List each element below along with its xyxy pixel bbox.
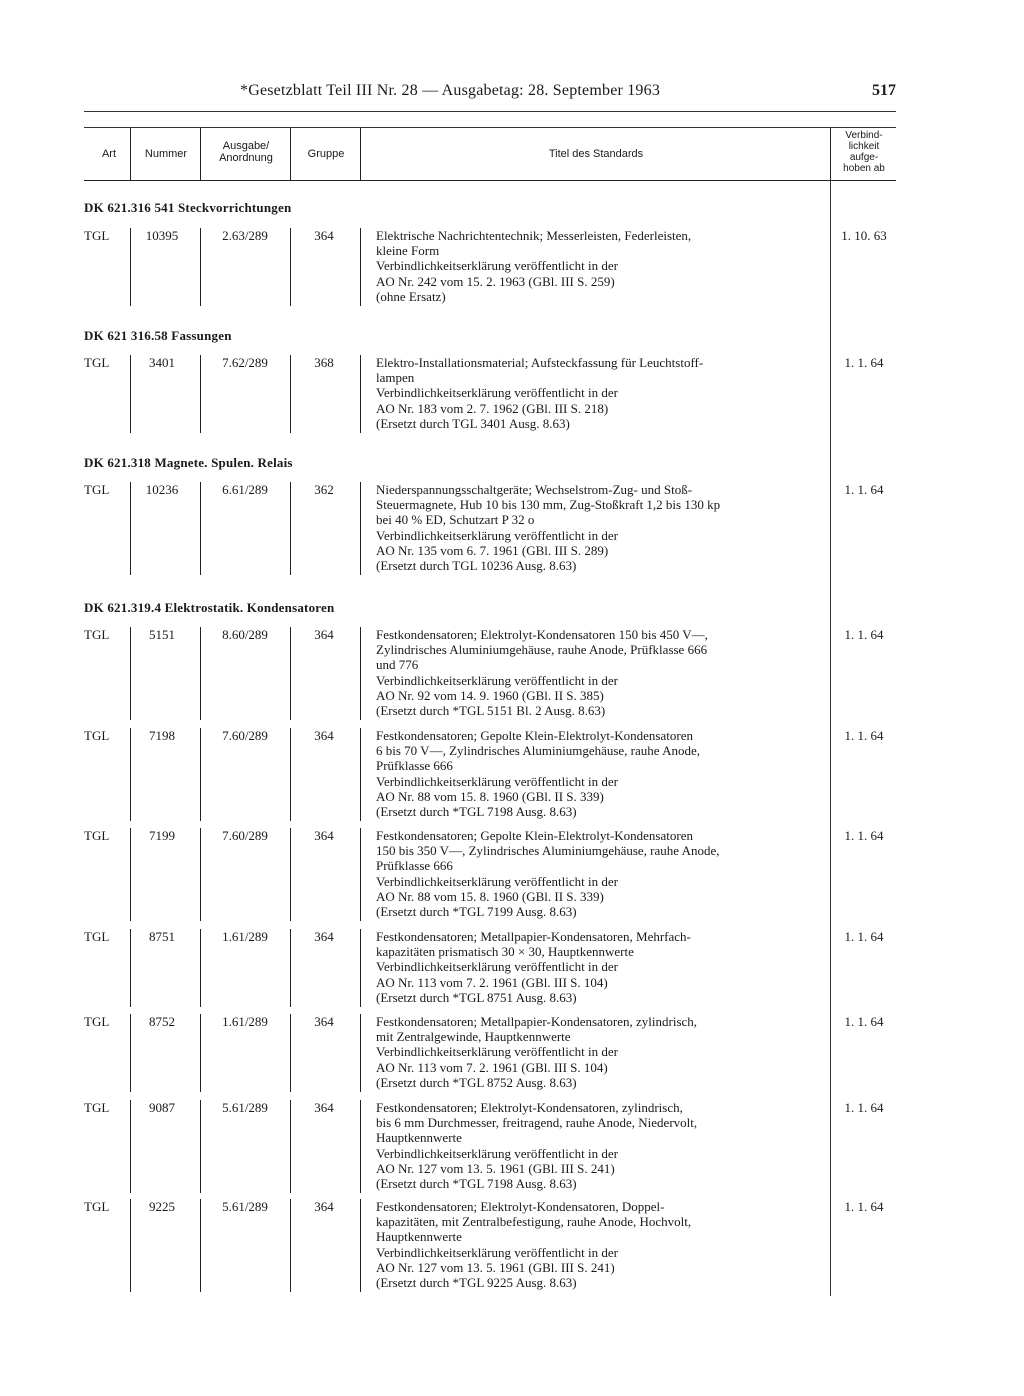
col-divider (130, 128, 131, 180)
header-rule (84, 111, 896, 112)
section-heading: DK 621.316 541 Steckvorrichtungen (84, 200, 292, 215)
row-art: TGL (84, 1014, 110, 1029)
row-date: 1. 1. 64 (844, 1100, 884, 1115)
col-divider (360, 482, 361, 575)
col-divider (200, 228, 201, 306)
row-date: 1. 1. 64 (844, 482, 884, 497)
row-art: TGL (84, 355, 110, 370)
title-line: Festkondensatoren; Elektrolyt-Kondensatoren, zylindrisch, (376, 1100, 683, 1115)
title-line: Verbindlichkeitserklärung veröffentlicht in der (376, 1145, 618, 1161)
col-divider (130, 1100, 131, 1193)
date-column-divider (830, 179, 831, 1296)
title-line: bei 40 % ED, Schutzart P 32 o (376, 512, 535, 528)
col-verbind: Verbind- lichkeit aufge- hoben ab (843, 130, 885, 174)
title-line: Hauptkennwerte (376, 1130, 462, 1146)
row-title (376, 1199, 824, 1290)
title-line: Verbindlichkeitserklärung veröffentlicht in der (376, 1044, 618, 1060)
row-art: TGL (84, 929, 110, 944)
title-line: 6 bis 70 V—, Zylindrisches Aluminiumgehäuse, rauhe Anode, (376, 743, 700, 759)
col-ausgabe: Ausgabe/ Anordnung (219, 140, 273, 164)
row-art: TGL (84, 228, 110, 243)
title-line: lampen (376, 370, 415, 386)
row-date: 1. 1. 64 (844, 828, 884, 843)
col-divider (200, 1199, 201, 1292)
title-line: Steuermagnete, Hub 10 bis 130 mm, Zug-Stoßkraft 1,2 bis 130 kp (376, 497, 721, 513)
col-divider (290, 1100, 291, 1193)
col-divider (360, 728, 361, 821)
title-line: (Ersetzt durch *TGL 9225 Ausg. 8.63) (376, 1275, 577, 1291)
title-line: und 776 (376, 657, 419, 673)
row-art: TGL (84, 828, 110, 843)
col-nummer: Nummer (144, 148, 188, 160)
row-gruppe: 362 (314, 482, 334, 497)
col-art: Art (101, 148, 117, 160)
page-number: 517 (872, 82, 896, 99)
col-divider (200, 728, 201, 821)
title-line: (Ersetzt durch TGL 3401 Ausg. 8.63) (376, 415, 570, 431)
col-divider (290, 228, 291, 306)
title-line: bis 6 mm Durchmesser, freitragend, rauhe Anode, Niedervolt, (376, 1115, 698, 1131)
col-divider (290, 828, 291, 921)
row-title (376, 929, 824, 1005)
gazette-title: *Gesetzblatt Teil III Nr. 28 — Ausgabetag: 28. September 1963 (240, 82, 661, 99)
col-divider (130, 1014, 131, 1092)
row-ausgabe: 7.60/289 (222, 828, 268, 843)
col-divider (130, 1199, 131, 1292)
row-gruppe: 364 (314, 828, 334, 843)
col-divider (360, 1014, 361, 1092)
title-line: (Ersetzt durch *TGL 7199 Ausg. 8.63) (376, 904, 577, 920)
title-line: Elektrische Nachrichtentechnik; Messerleisten, Federleisten, (376, 228, 692, 243)
row-nummer: 7198 (149, 728, 175, 743)
row-title (376, 355, 824, 431)
col-divider (130, 355, 131, 433)
title-line: Verbindlichkeitserklärung veröffentlicht in der (376, 527, 618, 543)
row-date: 1. 1. 64 (844, 929, 884, 944)
col-divider (130, 929, 131, 1007)
row-art: TGL (84, 482, 110, 497)
title-line: kapazitäten, mit Zentralbefestigung, rauhe Anode, Hochvolt, (376, 1214, 692, 1230)
row-ausgabe: 7.60/289 (222, 728, 268, 743)
row-gruppe: 368 (314, 355, 334, 370)
col-divider (830, 128, 831, 180)
col-divider (290, 1014, 291, 1092)
title-line: 150 bis 350 V—, Zylindrisches Aluminiumgehäuse, rauhe Anode, (376, 843, 720, 859)
row-gruppe: 364 (314, 1014, 334, 1029)
col-divider (290, 728, 291, 821)
title-line: AO Nr. 113 vom 7. 2. 1961 (GBl. III S. 104) (376, 1059, 608, 1075)
row-gruppe: 364 (314, 228, 334, 243)
title-line: Festkondensatoren; Gepolte Klein-Elektrolyt-Kondensatoren (376, 728, 693, 743)
title-line: (Ersetzt durch *TGL 5151 Bl. 2 Ausg. 8.63) (376, 703, 606, 719)
row-ausgabe: 2.63/289 (222, 228, 268, 243)
col-divider (200, 627, 201, 720)
title-line: Niederspannungsschaltgeräte; Wechselstrom-Zug- und Stoß- (376, 482, 693, 497)
col-divider (130, 728, 131, 821)
title-line: kleine Form (376, 243, 440, 259)
col-divider (130, 482, 131, 575)
col-divider (290, 1199, 291, 1292)
col-divider (200, 828, 201, 921)
row-art: TGL (84, 728, 110, 743)
row-art: TGL (84, 1100, 110, 1115)
title-line: Verbindlichkeitserklärung veröffentlicht in der (376, 672, 618, 688)
title-line: (Ersetzt durch *TGL 8751 Ausg. 8.63) (376, 989, 577, 1005)
title-line: AO Nr. 242 vom 15. 2. 1963 (GBl. III S. 259) (376, 273, 615, 289)
col-divider (360, 828, 361, 921)
title-line: AO Nr. 135 vom 6. 7. 1961 (GBl. III S. 289) (376, 542, 609, 558)
title-line: kapazitäten prismatisch 30 × 30, Hauptkennwerte (376, 944, 634, 960)
row-gruppe: 364 (314, 627, 334, 642)
col-divider (200, 355, 201, 433)
row-ausgabe: 1.61/289 (222, 1014, 268, 1029)
row-title (376, 828, 824, 919)
title-line: AO Nr. 88 vom 15. 8. 1960 (GBl. II S. 339) (376, 788, 604, 804)
col-divider (290, 482, 291, 575)
row-ausgabe: 7.62/289 (222, 355, 268, 370)
row-ausgabe: 5.61/289 (222, 1100, 268, 1115)
title-line: Verbindlichkeitserklärung veröffentlicht in der (376, 258, 618, 274)
title-line: Verbindlichkeitserklärung veröffentlicht in der (376, 959, 618, 975)
row-date: 1. 1. 64 (844, 355, 884, 370)
row-nummer: 3401 (149, 355, 175, 370)
title-line: Festkondensatoren; Metallpapier-Kondensatoren, zylindrisch, (376, 1014, 698, 1029)
row-nummer: 9225 (149, 1199, 175, 1214)
row-nummer: 10395 (145, 228, 179, 243)
row-gruppe: 364 (314, 929, 334, 944)
title-line: AO Nr. 183 vom 2. 7. 1962 (GBl. III S. 218) (376, 400, 609, 416)
row-title (376, 1014, 824, 1090)
section-heading: DK 621 316.58 Fassungen (84, 328, 232, 343)
title-line: (Ersetzt durch TGL 10236 Ausg. 8.63) (376, 558, 577, 574)
row-date: 1. 1. 64 (844, 728, 884, 743)
col-divider (200, 1100, 201, 1193)
col-divider (130, 228, 131, 306)
title-line: Zylindrisches Aluminiumgehäuse, rauhe Anode, Prüfklasse 666 (376, 642, 708, 658)
title-line: Hauptkennwerte (376, 1229, 462, 1245)
page-header (84, 82, 896, 106)
col-divider (200, 1014, 201, 1092)
col-divider (200, 929, 201, 1007)
col-divider (130, 828, 131, 921)
row-ausgabe: 5.61/289 (222, 1199, 268, 1214)
title-line: AO Nr. 92 vom 14. 9. 1960 (GBl. II S. 385) (376, 687, 604, 703)
row-gruppe: 364 (314, 1100, 334, 1115)
title-line: Verbindlichkeitserklärung veröffentlicht in der (376, 773, 618, 789)
row-ausgabe: 1.61/289 (222, 929, 268, 944)
row-gruppe: 364 (314, 728, 334, 743)
row-nummer: 8752 (149, 1014, 175, 1029)
table-header (84, 127, 896, 181)
col-divider (360, 355, 361, 433)
row-title (376, 228, 824, 304)
row-title (376, 627, 824, 718)
title-line: (Ersetzt durch *TGL 7198 Ausg. 8.63) (376, 1176, 577, 1192)
col-divider (290, 627, 291, 720)
col-divider (290, 128, 291, 180)
col-titel: Titel des Standards (548, 148, 644, 160)
col-divider (360, 128, 361, 180)
row-nummer: 5151 (149, 627, 175, 642)
col-divider (200, 128, 201, 180)
row-date: 1. 10. 63 (841, 228, 887, 243)
row-date: 1. 1. 64 (844, 1014, 884, 1029)
title-line: Verbindlichkeitserklärung veröffentlicht in der (376, 873, 618, 889)
section-heading: DK 621.319.4 Elektrostatik. Kondensatoren (84, 600, 335, 615)
row-nummer: 10236 (145, 482, 179, 497)
title-line: Verbindlichkeitserklärung veröffentlicht in der (376, 1244, 618, 1260)
title-line: AO Nr. 113 vom 7. 2. 1961 (GBl. III S. 104) (376, 974, 608, 990)
title-line: Festkondensatoren; Metallpapier-Kondensatoren, Mehrfach- (376, 929, 691, 944)
col-divider (360, 1100, 361, 1193)
row-date: 1. 1. 64 (844, 627, 884, 642)
col-divider (290, 355, 291, 433)
row-title (376, 728, 824, 819)
section-heading: DK 621.318 Magnete. Spulen. Relais (84, 455, 293, 470)
title-line: (Ersetzt durch *TGL 8752 Ausg. 8.63) (376, 1074, 577, 1090)
title-line: (Ersetzt durch *TGL 7198 Ausg. 8.63) (376, 804, 577, 820)
col-divider (360, 1199, 361, 1292)
col-divider (360, 228, 361, 306)
row-gruppe: 364 (314, 1199, 334, 1214)
title-line: Festkondensatoren; Elektrolyt-Kondensatoren 150 bis 450 V—, (376, 627, 708, 642)
title-line: Verbindlichkeitserklärung veröffentlicht in der (376, 385, 618, 401)
title-line: Festkondensatoren; Elektrolyt-Kondensatoren, Doppel- (376, 1199, 665, 1214)
row-nummer: 8751 (149, 929, 175, 944)
row-nummer: 7199 (149, 828, 175, 843)
title-line: Prüfklasse 666 (376, 758, 453, 774)
title-line: (ohne Ersatz) (376, 288, 446, 304)
row-art: TGL (84, 1199, 110, 1214)
row-art: TGL (84, 627, 110, 642)
title-line: AO Nr. 88 vom 15. 8. 1960 (GBl. II S. 339) (376, 888, 604, 904)
row-ausgabe: 8.60/289 (222, 627, 268, 642)
col-divider (360, 929, 361, 1007)
col-divider (290, 929, 291, 1007)
col-divider (130, 627, 131, 720)
row-date: 1. 1. 64 (844, 1199, 884, 1214)
title-line: Prüfklasse 666 (376, 858, 453, 874)
row-title (376, 1100, 824, 1191)
col-gruppe: Gruppe (307, 148, 345, 160)
col-divider (200, 482, 201, 575)
row-nummer: 9087 (149, 1100, 175, 1115)
row-ausgabe: 6.61/289 (222, 482, 268, 497)
title-line: Festkondensatoren; Gepolte Klein-Elektrolyt-Kondensatoren (376, 828, 693, 843)
row-title (376, 482, 824, 573)
title-line: mit Zentralgewinde, Hauptkennwerte (376, 1029, 571, 1045)
title-line: AO Nr. 127 vom 13. 5. 1961 (GBl. III S. 241) (376, 1259, 615, 1275)
title-line: Elektro-Installationsmaterial; Aufsteckfassung für Leuchtstoff- (376, 355, 704, 370)
col-divider (360, 627, 361, 720)
title-line: AO Nr. 127 vom 13. 5. 1961 (GBl. III S. 241) (376, 1160, 615, 1176)
